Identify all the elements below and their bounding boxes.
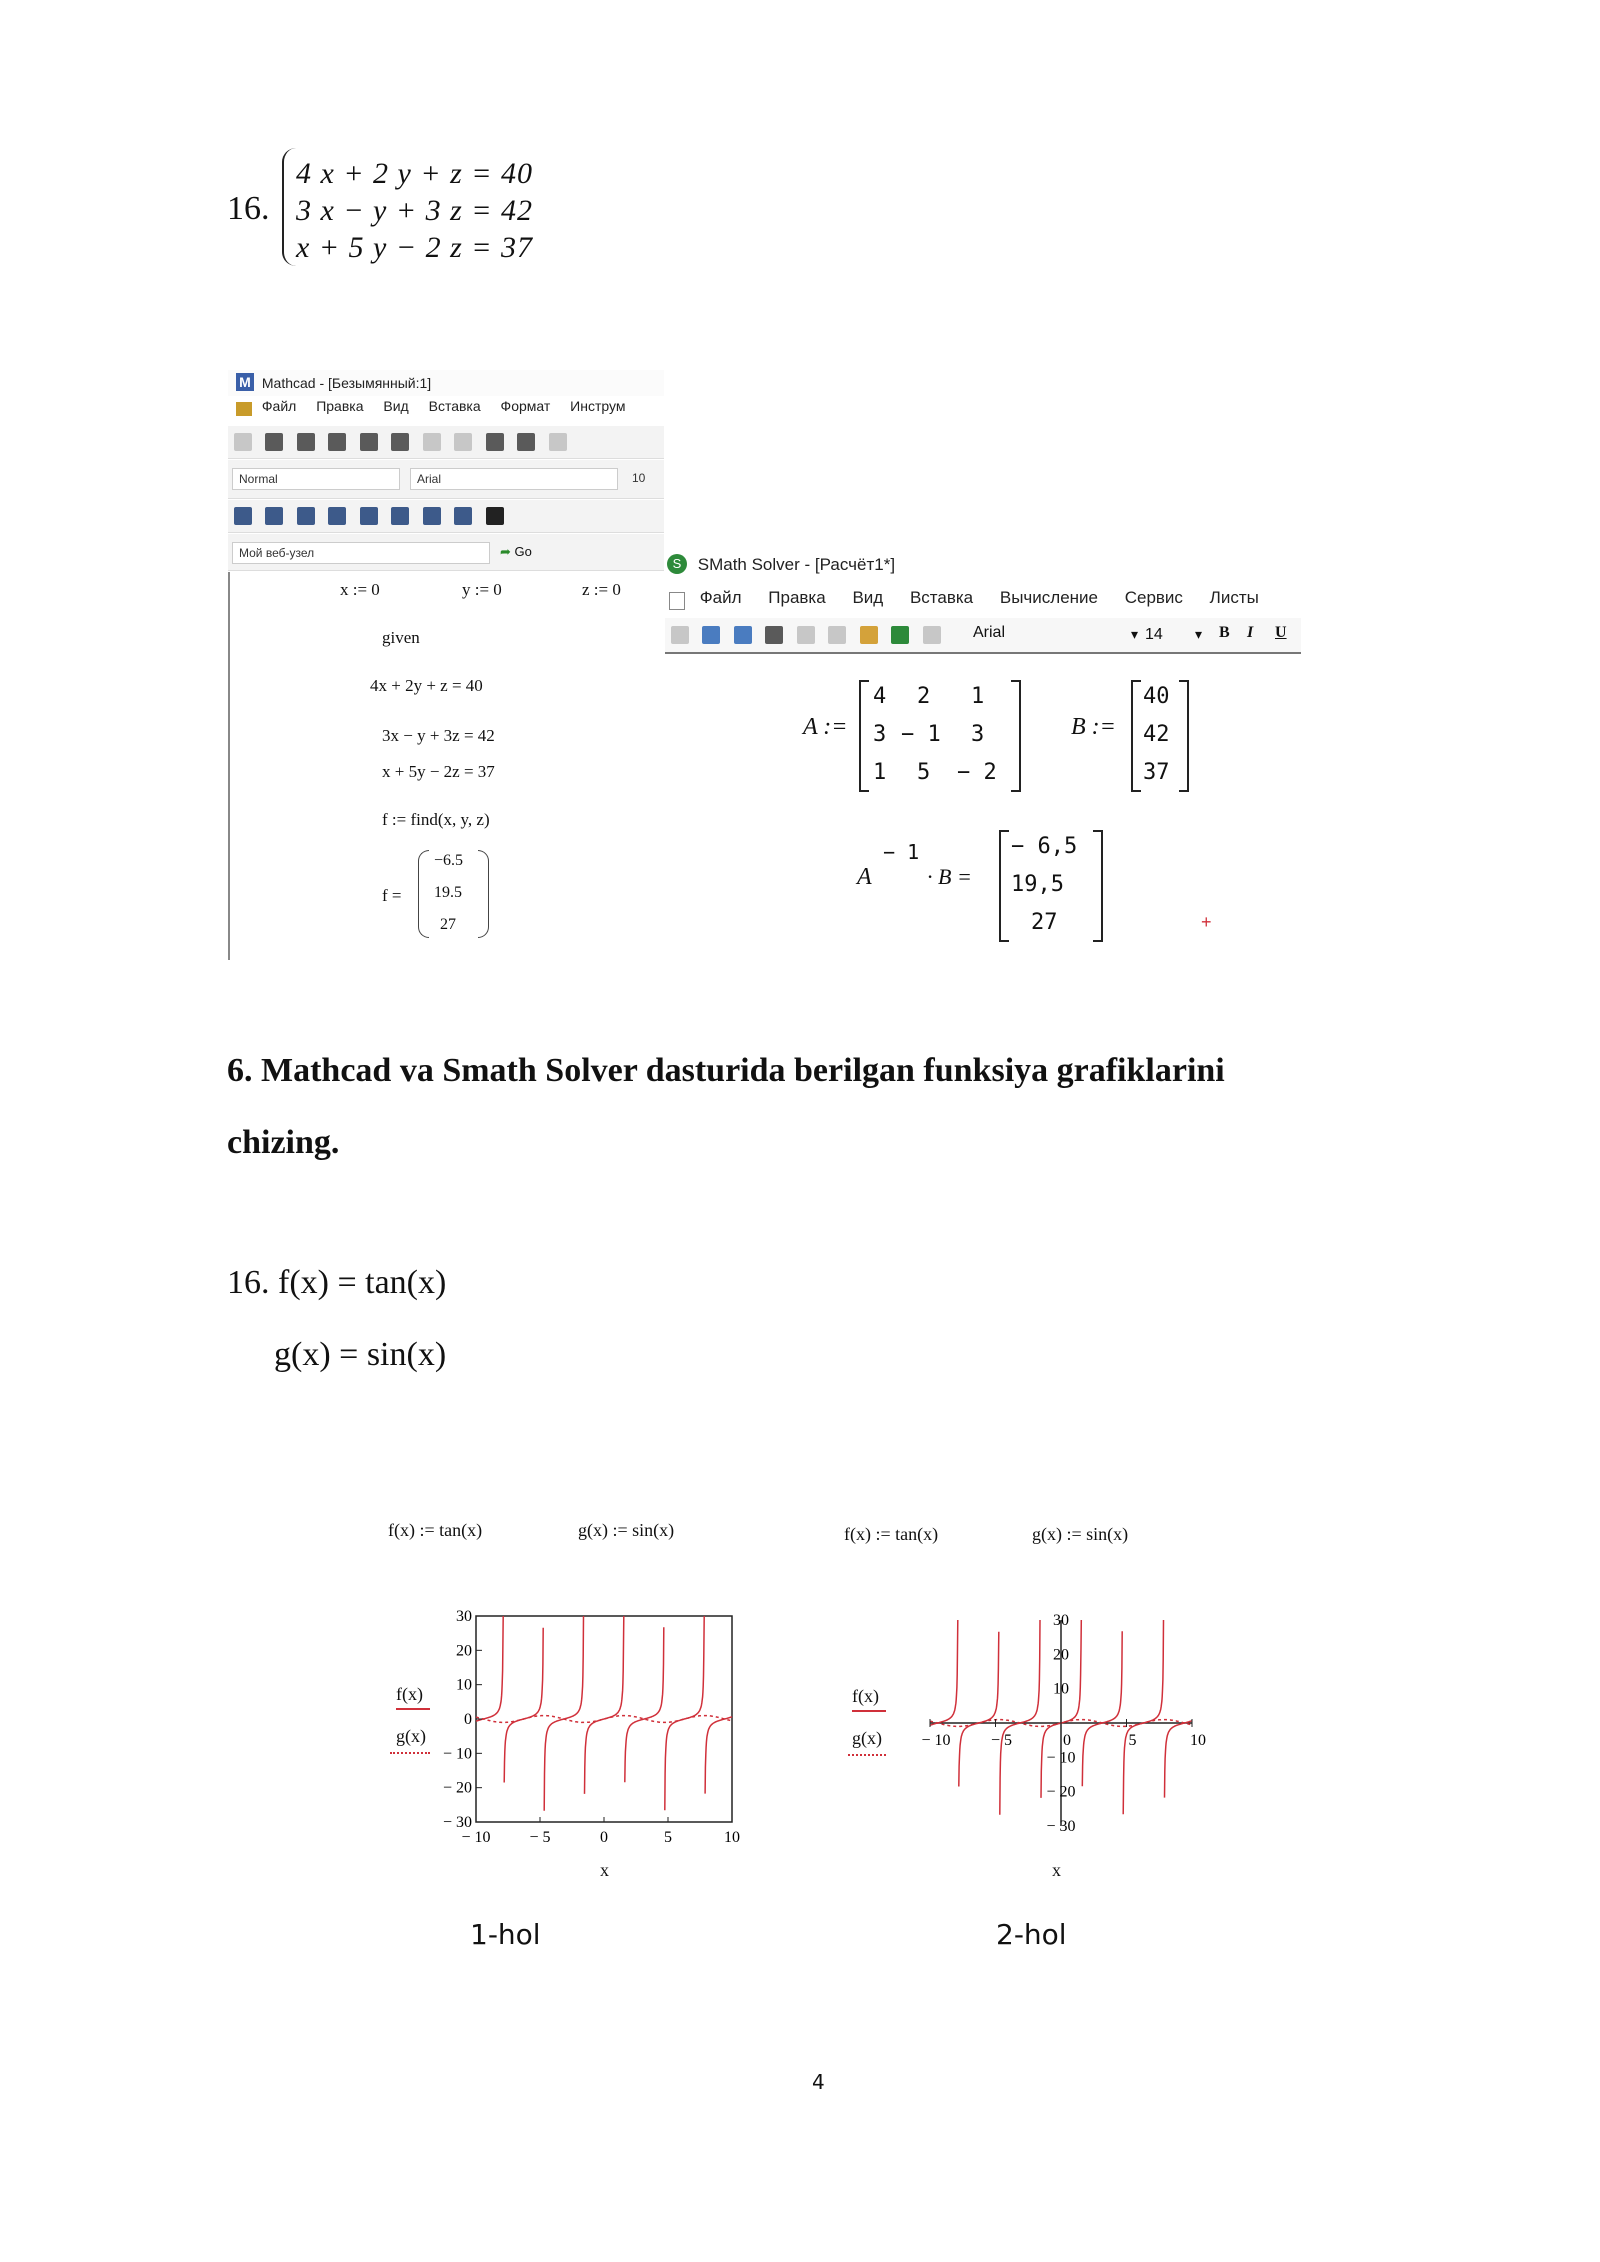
font-select[interactable]: Arial <box>410 468 618 490</box>
undo-icon[interactable] <box>517 433 535 451</box>
mathcad-menubar <box>228 398 664 422</box>
menu-file[interactable]: Файл <box>261 398 297 414</box>
calculator-icon[interactable] <box>234 507 252 525</box>
mathcad-title: Mathcad - [Безымянный:1] <box>261 375 432 391</box>
matrix-b-label: B := <box>1071 714 1116 740</box>
save-icon[interactable] <box>734 626 752 644</box>
mathcad-math-toolbar <box>228 500 664 533</box>
matrix-a-bracket-left <box>859 680 869 792</box>
x-tick-label: − 10 <box>461 1829 491 1846</box>
smath-size-select[interactable]: 14 <box>1145 626 1163 643</box>
result-paren-left <box>418 850 429 938</box>
function-g: g(x) = sin(x) <box>274 1336 447 1373</box>
matrix-a-label: A := <box>803 714 848 740</box>
smath-menu-sheets[interactable]: Листы <box>1209 588 1259 607</box>
matrix-a-22: − 1 <box>901 722 941 747</box>
plot-1-canvas <box>440 1610 760 1850</box>
plot-2-legend-g <box>848 1754 886 1756</box>
plot-2-def-f: f(x) := tan(x) <box>844 1524 939 1544</box>
menu-insert[interactable]: Вставка <box>428 398 481 414</box>
mathcad-result-x: −6.5 <box>434 852 464 869</box>
programming-icon[interactable] <box>423 507 441 525</box>
mathcad-resource-toolbar <box>228 534 664 571</box>
mathcad-result-y: 19.5 <box>434 884 462 901</box>
plot-2-caption: 2-hol <box>996 1918 1067 1951</box>
go-arrow-icon: ➦ <box>500 544 511 559</box>
matrix-b-bracket-right <box>1179 680 1189 792</box>
x-tick-label: 0 <box>1063 1732 1071 1749</box>
problem-number: 16. <box>227 190 270 227</box>
go-label: Go <box>514 544 532 559</box>
plot-1-legend-g <box>390 1752 430 1754</box>
mathcad-worksheet[interactable] <box>228 572 666 960</box>
plot-1-caption: 1-hol <box>470 1918 541 1951</box>
matrix-b-3: 37 <box>1143 760 1170 785</box>
spellcheck-icon[interactable] <box>391 433 409 451</box>
plot-1-ylabel-g: g(x) <box>396 1726 426 1746</box>
result-label: f = <box>382 886 402 905</box>
result-bracket-left <box>999 830 1009 942</box>
y-tick-label: 10 <box>456 1676 472 1694</box>
plot-1-ylabel-f: f(x) <box>396 1684 423 1704</box>
open-icon[interactable] <box>265 433 283 451</box>
matrix-b-bracket-left <box>1131 680 1141 792</box>
y-tick-label: − 10 <box>1046 1749 1076 1767</box>
copy-icon[interactable] <box>454 433 472 451</box>
matrix-a-13: 1 <box>971 684 985 709</box>
copy-icon[interactable] <box>828 626 846 644</box>
plot-1-legend-f <box>396 1708 430 1710</box>
insert-cursor[interactable]: + <box>1201 912 1212 932</box>
smath-result-x: − 6,5 <box>1011 834 1078 859</box>
mathcad-equation-3: x + 5y − 2z = 37 <box>382 762 495 781</box>
folder-icon <box>236 402 252 416</box>
smath-result-z: 27 <box>1031 910 1058 935</box>
boolean-icon[interactable] <box>391 507 409 525</box>
expression-base: A <box>857 864 872 890</box>
smath-menubar <box>665 588 1301 616</box>
menu-format[interactable]: Формат <box>500 398 551 414</box>
init-x: x := 0 <box>340 580 380 599</box>
expression-rest: · B = <box>927 864 972 889</box>
evaluation-icon[interactable] <box>328 507 346 525</box>
smath-toolbar <box>665 618 1301 654</box>
y-tick-label: 30 <box>456 1610 472 1625</box>
matrix-a-31: 1 <box>873 760 887 785</box>
italic-button[interactable]: I <box>1247 624 1254 641</box>
find-expression: f := find(x, y, z) <box>382 810 490 829</box>
plot-2-canvas <box>920 1608 1210 1848</box>
paste-icon[interactable] <box>486 433 504 451</box>
given-keyword: given <box>382 628 420 647</box>
smath-logo-icon: S <box>667 554 687 574</box>
chevron-down-icon[interactable]: ▾ <box>1195 626 1203 642</box>
series-f(x) <box>476 1616 732 1811</box>
mathcad-equation-2: 3x − y + 3z = 42 <box>382 726 495 745</box>
y-tick-label: 30 <box>1053 1612 1069 1629</box>
smath-worksheet[interactable] <box>665 654 1301 962</box>
y-tick-label: 0 <box>464 1711 472 1728</box>
section-heading-line-2: chizing. <box>227 1124 340 1161</box>
matrix-b-2: 42 <box>1143 722 1170 747</box>
save-icon[interactable] <box>297 433 315 451</box>
plot-2-ylabel-f: f(x) <box>852 1686 879 1706</box>
plot-2-xlabel: x <box>1052 1860 1061 1880</box>
init-z: z := 0 <box>582 580 621 599</box>
result-paren-right <box>478 850 489 938</box>
smath-menu-edit[interactable]: Правка <box>768 588 826 607</box>
smath-window <box>665 552 1301 962</box>
bold-button[interactable]: B <box>1219 624 1230 641</box>
document-icon <box>669 592 685 610</box>
redo-icon[interactable] <box>923 626 941 644</box>
x-tick-label: 10 <box>724 1829 740 1846</box>
font-size-select[interactable]: 10 <box>632 471 646 485</box>
cut-icon[interactable] <box>423 433 441 451</box>
matrix-a-12: 2 <box>917 684 931 709</box>
chevron-down-icon[interactable]: ▾ <box>1131 626 1139 642</box>
undo-icon[interactable] <box>891 626 909 644</box>
y-tick-label: 10 <box>1053 1680 1069 1698</box>
matrix-a-23: 3 <box>971 722 985 747</box>
smath-result-y: 19,5 <box>1011 872 1064 897</box>
result-bracket-right <box>1093 830 1103 942</box>
matrix-a-bracket-right <box>1011 680 1021 792</box>
smath-menu-service[interactable]: Сервис <box>1124 588 1183 607</box>
new-icon[interactable] <box>671 626 689 644</box>
print-icon[interactable] <box>328 433 346 451</box>
open-icon[interactable] <box>702 626 720 644</box>
smath-menu-calculate[interactable]: Вычисление <box>999 588 1098 607</box>
go-button[interactable] <box>500 544 532 560</box>
mathcad-standard-toolbar <box>228 426 664 459</box>
plot-1-def-g: g(x) := sin(x) <box>578 1520 675 1540</box>
greek-icon[interactable] <box>454 507 472 525</box>
y-tick-label: 20 <box>1053 1646 1069 1664</box>
mathcad-format-toolbar <box>228 460 664 499</box>
paste-icon[interactable] <box>860 626 878 644</box>
y-tick-label: − 30 <box>442 1814 472 1831</box>
print-icon[interactable] <box>765 626 783 644</box>
system-equation-1: 4 x + 2 y + z = 40 <box>296 157 534 190</box>
matrix-a-32: 5 <box>917 760 931 785</box>
print-preview-icon[interactable] <box>360 433 378 451</box>
smath-menu-view[interactable]: Вид <box>852 588 884 607</box>
matrix-a-11: 4 <box>873 684 887 709</box>
smath-titlebar <box>665 552 1301 580</box>
cut-icon[interactable] <box>797 626 815 644</box>
menu-view[interactable]: Вид <box>383 398 409 414</box>
smath-font-select[interactable]: Arial <box>973 624 1006 641</box>
plot-2-ylabel-g: g(x) <box>852 1728 882 1748</box>
plot-1-def-f: f(x) := tan(x) <box>388 1520 483 1540</box>
style-select[interactable]: Normal <box>232 468 400 490</box>
system-equation-2: 3 x − y + 3 z = 42 <box>296 194 534 227</box>
menu-edit[interactable]: Правка <box>316 398 364 414</box>
mathcad-equation-1: 4x + 2y + z = 40 <box>370 676 483 695</box>
graph-icon[interactable] <box>265 507 283 525</box>
calculus-icon[interactable] <box>360 507 378 525</box>
y-tick-label: − 20 <box>442 1779 472 1797</box>
mathcad-result-z: 27 <box>440 916 456 933</box>
section-heading-line-1: 6. Mathcad va Smath Solver dasturida berilgan funksiya grafiklarini <box>227 1052 1225 1089</box>
y-tick-label: 20 <box>456 1642 472 1660</box>
menu-tools[interactable]: Инструм <box>570 398 626 414</box>
redo-icon[interactable] <box>549 433 567 451</box>
matrix-a-21: 3 <box>873 722 887 747</box>
expression-exponent: − 1 <box>883 840 920 864</box>
x-tick-label: 0 <box>600 1829 608 1846</box>
plot-2-def-g: g(x) := sin(x) <box>1032 1524 1129 1544</box>
x-tick-label: 5 <box>1128 1732 1137 1749</box>
x-tick-label: − 5 <box>990 1732 1013 1749</box>
matrix-b-1: 40 <box>1143 684 1170 709</box>
plot-2-legend-f <box>852 1710 886 1712</box>
matrix-a-33: − 2 <box>957 760 997 785</box>
x-tick-label: 5 <box>664 1829 672 1846</box>
mathcad-titlebar <box>228 370 664 396</box>
symbolic-icon[interactable] <box>486 507 504 525</box>
matrix-icon[interactable] <box>297 507 315 525</box>
address-select[interactable]: Мой веб-узел <box>232 542 490 564</box>
smath-menu-file[interactable]: Файл <box>699 588 742 607</box>
plot-1-xlabel: x <box>600 1860 609 1880</box>
new-document-icon[interactable] <box>234 433 252 451</box>
y-tick-label: − 20 <box>1046 1783 1076 1801</box>
function-f: 16. f(x) = tan(x) <box>227 1264 447 1301</box>
smath-title: SMath Solver - [Расчёт1*] <box>697 555 896 574</box>
mathcad-window <box>228 370 664 960</box>
smath-menu-insert[interactable]: Вставка <box>909 588 974 607</box>
page-number: 4 <box>812 2070 825 2094</box>
underline-button[interactable]: U <box>1275 624 1287 641</box>
x-tick-label: − 10 <box>921 1732 951 1749</box>
mathcad-logo-icon: M <box>236 373 254 391</box>
init-y: y := 0 <box>462 580 502 599</box>
x-tick-label: 10 <box>1190 1732 1206 1749</box>
x-tick-label: − 5 <box>529 1829 551 1846</box>
system-equation-3: x + 5 y − 2 z = 37 <box>296 231 534 264</box>
y-tick-label: − 30 <box>1046 1818 1076 1835</box>
y-tick-label: − 10 <box>442 1745 472 1763</box>
